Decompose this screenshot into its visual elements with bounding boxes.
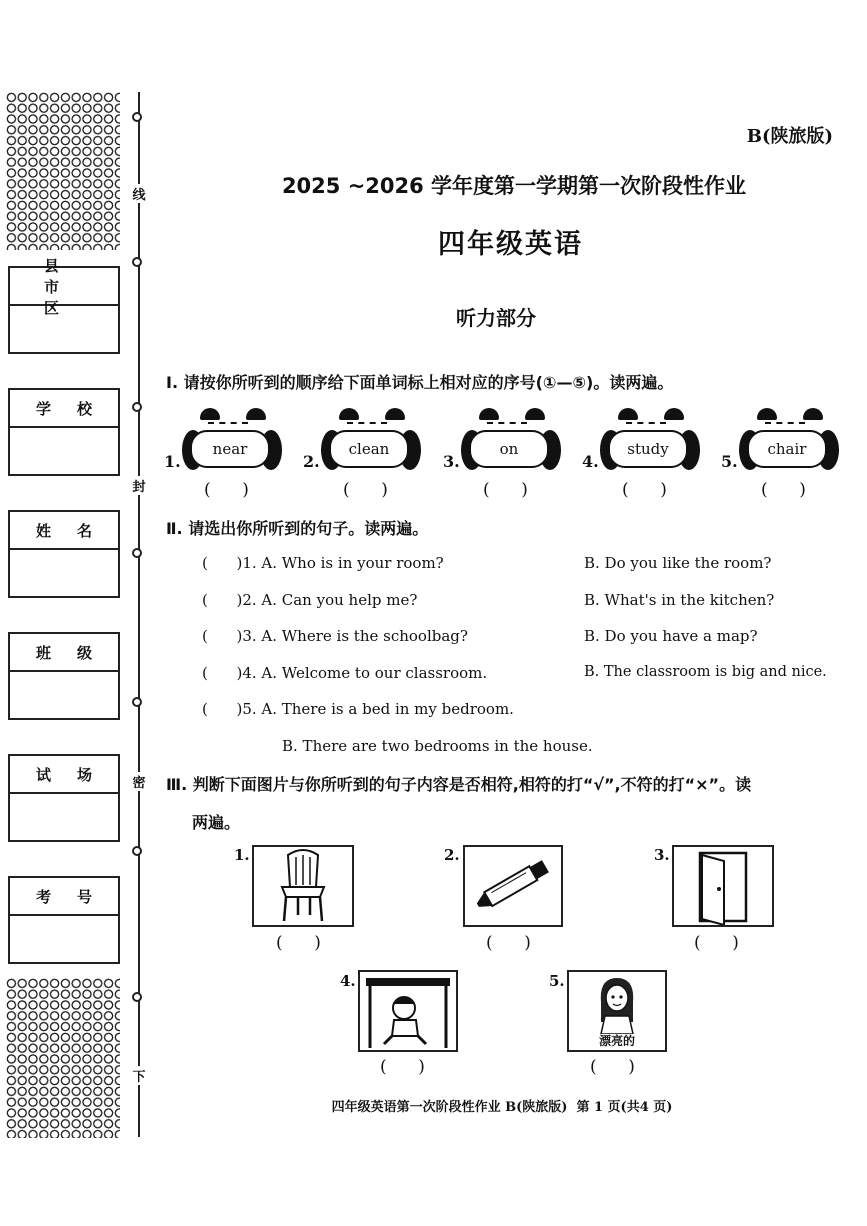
word-bubble-3 [443,408,573,471]
dot-pattern-top [6,92,120,250]
pic-number: 2. [444,846,460,864]
word-number: 3. [443,452,460,471]
field-name [8,510,120,598]
q2-item-2-b: B. What's in the kitchen? [584,591,775,609]
q2-item-1-a: ( )1. A. Who is in your room? [202,554,444,572]
picture-2 [463,845,563,927]
word-label: study [608,430,688,468]
cut-char-xian: 线 [131,184,147,203]
field-label-text: 级 [76,643,92,662]
q2-item-2-a: ( )2. A. Can you help me? [202,591,418,609]
boy-under-desk-icon [360,972,456,1050]
answer-paren[interactable]: ( ) [483,480,530,500]
dash-line [208,422,248,424]
field-label-text: 校 [76,399,92,418]
cut-ring [132,548,142,558]
field-class [8,632,120,720]
door-icon [674,847,772,925]
picture-3 [672,845,774,927]
cut-char-xia: 下 [131,1066,147,1085]
field-blank[interactable] [10,428,118,474]
picture-4 [358,970,458,1052]
word-label: clean [329,430,409,468]
field-label-text: 班 [36,643,52,662]
word-label: near [190,430,270,468]
q2-item-5-a: ( )5. A. There is a bed in my bedroom. [202,700,514,718]
word-number: 4. [582,452,599,471]
q2-item-4-b: B. The classroom is big and nice. [584,664,827,680]
chair-icon [254,847,352,925]
part-title: 听力部分 [456,306,536,330]
subject-title: 四年级英语 [438,229,583,260]
word-bubble-5 [721,408,851,471]
word-bubble-1 [164,408,294,471]
word-number: 5. [721,452,738,471]
dash-line [487,422,527,424]
answer-paren[interactable]: ( ) [694,933,741,953]
field-label [10,634,118,672]
q2-item-3-a: ( )3. A. Where is the schoolbag? [202,627,468,645]
pic-number: 3. [654,846,670,864]
field-label-text: 考 [36,887,52,906]
dash-line [626,422,666,424]
panda-ear-icon [385,408,405,420]
field-blank[interactable] [10,550,118,596]
word-number: 2. [303,452,320,471]
field-school [8,388,120,476]
cut-ring [132,992,142,1002]
pic-number: 4. [340,972,356,990]
cut-line [138,92,140,1137]
panda-ear-icon [200,408,220,420]
panda-ear-icon [664,408,684,420]
word-number: 1. [164,452,181,471]
field-label-text: 场 [76,765,92,784]
word-bubble-4 [582,408,712,471]
cut-ring [132,697,142,707]
pic-number: 5. [549,972,565,990]
section1-heading: Ⅰ. 请按你所听到的顺序给下面单词标上相对应的序号(①—⑤)。读两遍。 [166,373,674,392]
field-exam-room [8,754,120,842]
field-label [10,878,118,916]
answer-paren[interactable]: ( ) [380,1057,427,1077]
word-bubble-2 [303,408,433,471]
panda-ear-icon [479,408,499,420]
dot-pattern-bottom [6,978,120,1138]
field-label-text: 学 [36,399,52,418]
field-label [10,390,118,428]
answer-paren[interactable]: ( ) [590,1057,637,1077]
field-county [8,256,120,354]
field-exam-number [8,876,120,964]
dash-line [347,422,387,424]
field-blank[interactable] [10,916,118,962]
field-label-text: 号 [76,887,92,906]
field-label [10,756,118,794]
cut-ring [132,257,142,267]
field-label-text: 试 [36,765,52,784]
panda-ear-icon [757,408,777,420]
q2-item-1-b: B. Do you like the room? [584,554,772,572]
panda-ear-icon [525,408,545,420]
picture-1 [252,845,354,927]
word-label: chair [747,430,827,468]
q2-item-4-a: ( )4. A. Welcome to our classroom. [202,664,488,682]
field-blank[interactable] [10,672,118,718]
field-label [10,512,118,550]
section3-heading-cont: 两遍。 [192,813,241,832]
field-label-text: 姓 [36,521,52,540]
answer-paren[interactable]: ( ) [761,480,808,500]
field-blank[interactable] [10,794,118,840]
girl-icon [569,972,665,1034]
field-label-text: 名 [76,521,92,540]
marker-icon [465,847,561,925]
panda-ear-icon [246,408,266,420]
panda-ear-icon [618,408,638,420]
section3-heading: Ⅲ. 判断下面图片与你所听到的句子内容是否相符,相符的打“√”,不符的打“×”。读 [166,775,752,794]
section2-heading: Ⅱ. 请选出你所听到的句子。读两遍。 [166,519,429,538]
edition-label: B(陕旅版) [746,126,833,147]
cut-ring [132,112,142,122]
picture-5 [567,970,667,1052]
cut-ring [132,846,142,856]
answer-paren[interactable]: ( ) [486,933,533,953]
panda-ear-icon [339,408,359,420]
pic-number: 1. [234,846,250,864]
cut-ring [132,402,142,412]
field-label: 县 市 区 [10,268,118,306]
panda-ear-icon [803,408,823,420]
answer-paren[interactable]: ( ) [343,480,390,500]
q2-item-5-b: B. There are two bedrooms in the house. [282,737,593,755]
cut-char-mi: 密 [131,772,147,791]
answer-paren[interactable]: ( ) [204,480,251,500]
word-label: on [469,430,549,468]
answer-paren[interactable]: ( ) [622,480,669,500]
cut-char-feng: 封 [131,476,147,495]
dash-line [765,422,805,424]
answer-paren[interactable]: ( ) [276,933,323,953]
picture-caption: 漂亮的 [598,1034,635,1048]
q2-item-3-b: B. Do you have a map? [584,627,758,645]
